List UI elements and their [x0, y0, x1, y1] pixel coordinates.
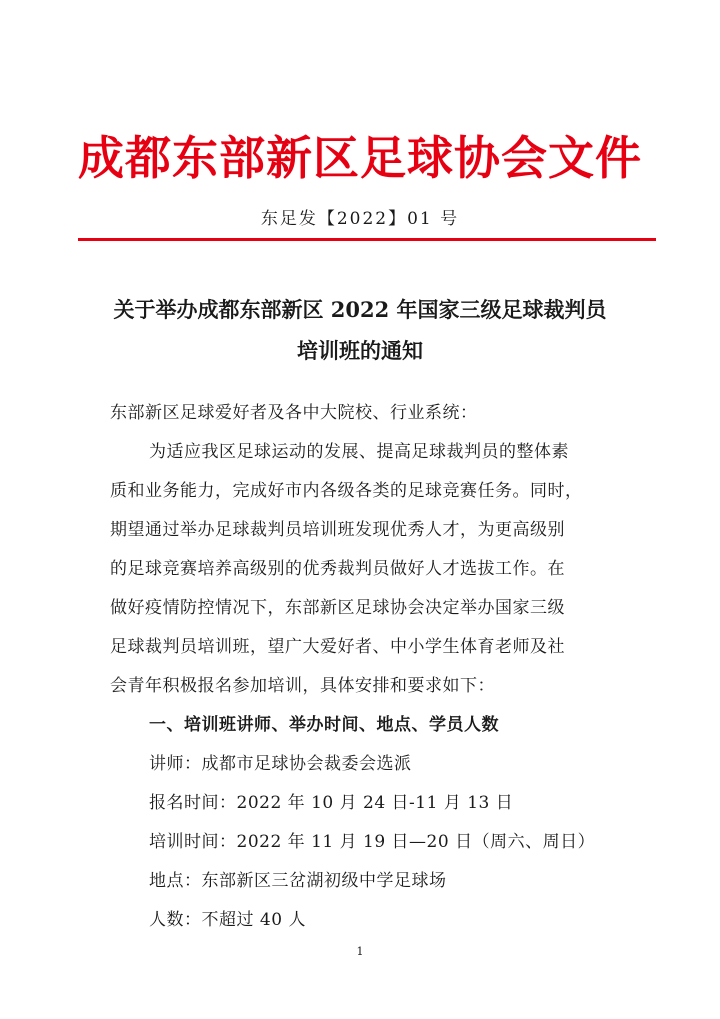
salutation: 东部新区足球爱好者及各中大院校、行业系统： [110, 403, 478, 423]
notice-title-line-2: 培训班的通知 [297, 338, 423, 363]
detail-lecturer: 讲师：成都市足球协会裁委会选派 [149, 754, 412, 774]
paragraph-line: 会青年积极报名参加培训，具体安排和要求如下： [110, 676, 495, 696]
section-1-heading: 一、培训班讲师、举办时间、地点、学员人数 [149, 715, 499, 735]
paragraph-line: 做好疫情防控情况下，东部新区足球协会决定举办国家三级 [110, 598, 565, 618]
detail-capacity: 人数：不超过 40 人 [149, 910, 306, 930]
detail-registration-time: 报名时间：2022 年 10 月 24 日-11 月 13 日 [149, 793, 514, 813]
paragraph-line: 为适应我区足球运动的发展、提高足球裁判员的整体素 [149, 442, 569, 462]
paragraph-line: 质和业务能力，完成好市内各级各类的足球竞赛任务。同时， [110, 481, 583, 501]
page-number: 1 [356, 945, 364, 958]
header-red-rule [78, 238, 656, 241]
document-number: 东足发【2022】01 号 [260, 209, 460, 229]
detail-training-time: 培训时间：2022 年 11 月 19 日—20 日（周六、周日） [149, 832, 596, 852]
paragraph-line: 足球裁判员培训班，望广大爱好者、中小学生体育老师及社 [110, 637, 565, 657]
document-header-title: 成都东部新区足球协会文件 [78, 131, 642, 185]
paragraph-line: 的足球竞赛培养高级别的优秀裁判员做好人才选拔工作。在 [110, 559, 565, 579]
detail-location: 地点：东部新区三岔湖初级中学足球场 [149, 871, 447, 891]
paragraph-line: 期望通过举办足球裁判员培训班发现优秀人才，为更高级别 [110, 520, 565, 540]
notice-title-line-1: 关于举办成都东部新区 2022 年国家三级足球裁判员 [113, 297, 607, 322]
